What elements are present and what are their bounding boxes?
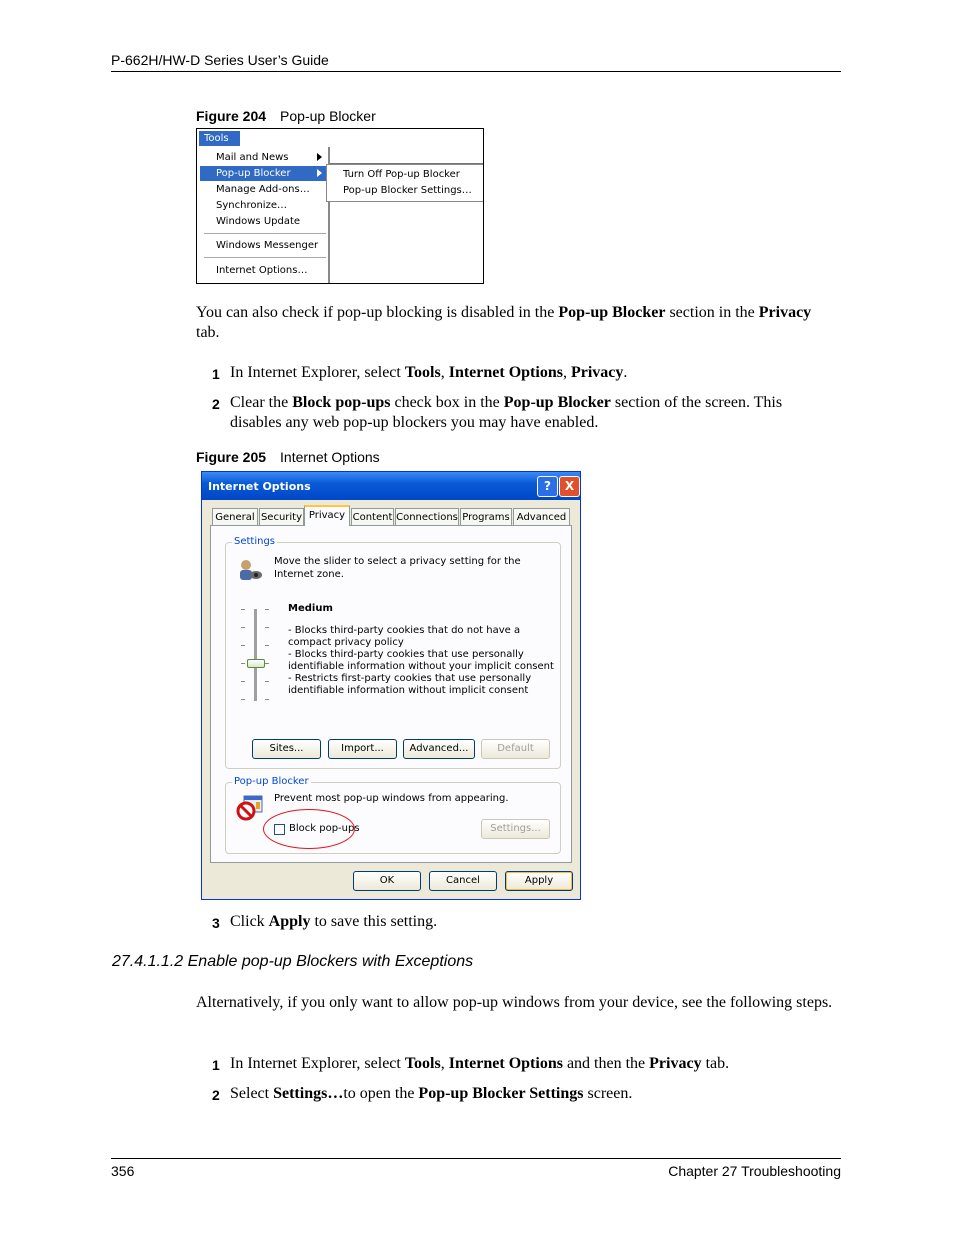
popup-blocker-text: Prevent most pop-up windows from appearing.	[274, 793, 509, 804]
popup-blocker-group-label: Pop-up Blocker	[234, 776, 309, 787]
settings-group	[225, 536, 561, 769]
slider-tick	[241, 609, 245, 610]
privacy-desc-3: - Restricts first-party cookies that use personally identifiable information without implicit consent	[288, 673, 532, 696]
step-3-click-apply: 3 Click Apply to save this setting.	[212, 913, 438, 931]
import-button[interactable]: Import...	[328, 739, 397, 759]
menu-item-synchronize[interactable]: Synchronize…	[216, 200, 287, 211]
default-button[interactable]: Default	[481, 739, 550, 759]
ok-button[interactable]: OK	[353, 871, 421, 891]
chapter-title: Chapter 27 Troubleshooting	[668, 1163, 841, 1179]
figure-205-title: Internet Options	[280, 449, 380, 465]
figure-204-screenshot	[196, 128, 484, 284]
step-1-select-privacy-tab: 1 In Internet Explorer, select Tools, Internet Options and then the Privacy tab.	[212, 1055, 730, 1073]
slider-tick	[241, 627, 245, 628]
menu-item-mail-news[interactable]: Mail and News	[200, 150, 326, 165]
footer-rule	[111, 1158, 841, 1159]
menu-item-popup-blocker[interactable]: Pop-up Blocker	[200, 166, 326, 181]
menu-item-windows-update[interactable]: Windows Update	[216, 216, 301, 227]
slider-tick	[241, 681, 245, 682]
slider-tick	[265, 627, 269, 628]
slider-tick	[265, 699, 269, 700]
menu-item-windows-messenger[interactable]: Windows Messenger	[216, 240, 319, 251]
figure-205-caption	[196, 449, 380, 465]
slider-tick	[241, 645, 245, 646]
paragraph-popup-check: You can also check if pop-up blocking is disabled in the Pop-up Blocker section in the Privacy tab.	[196, 304, 812, 341]
tab-programs[interactable]: Programs	[460, 508, 512, 525]
slider-tick	[265, 609, 269, 610]
menu-separator	[204, 257, 326, 258]
popup-blocker-icon	[236, 795, 264, 821]
figure-204-caption	[196, 108, 376, 124]
privacy-panel	[210, 525, 572, 863]
slider-tick	[265, 663, 269, 664]
privacy-slider-thumb[interactable]	[247, 659, 265, 668]
privacy-desc-2: - Blocks third-party cookies that use personally identifiable information without your implicit consent	[288, 649, 554, 672]
step-1-select-privacy: 1 In Internet Explorer, select Tools, Internet Options, Privacy.	[212, 364, 628, 382]
tab-general[interactable]: General	[212, 508, 258, 525]
tools-menu-title[interactable]: Tools	[199, 131, 240, 146]
internet-options-dialog	[201, 471, 581, 900]
page-number: 356	[111, 1163, 135, 1179]
slider-tick	[241, 663, 245, 664]
cancel-button[interactable]: Cancel	[429, 871, 497, 891]
menu-separator	[204, 233, 326, 234]
menu-item-internet-options[interactable]: Internet Options…	[216, 265, 308, 276]
privacy-person-icon	[236, 557, 262, 583]
block-popups-label: Block pop-ups	[289, 823, 360, 834]
figure-204-label: Figure 204	[196, 108, 267, 124]
tab-security[interactable]: Security	[259, 508, 304, 525]
menu-item-manage-addons[interactable]: Manage Add-ons…	[216, 184, 310, 195]
slider-tick	[241, 699, 245, 700]
settings-instruction: Move the slider to select a privacy setting for the Internet zone.	[274, 556, 521, 580]
close-button[interactable]: X	[559, 476, 580, 497]
tab-privacy[interactable]: Privacy	[304, 505, 350, 526]
sites-button[interactable]: Sites...	[252, 739, 321, 759]
figure-205-label: Figure 205	[196, 449, 267, 465]
settings-group-label: Settings	[234, 536, 276, 547]
header-rule	[111, 71, 841, 72]
privacy-desc-1: - Blocks third-party cookies that do not have a compact privacy policy	[288, 625, 521, 648]
dialog-titlebar	[202, 472, 580, 500]
submenu-arrow-icon	[317, 169, 322, 177]
submenu-item-settings[interactable]: Pop-up Blocker Settings…	[343, 185, 472, 196]
tab-connections[interactable]: Connections	[395, 508, 459, 525]
popup-settings-button[interactable]: Settings...	[481, 819, 550, 839]
running-header: P-662H/HW-D Series User’s Guide	[111, 52, 329, 68]
slider-tick	[265, 645, 269, 646]
slider-tick	[265, 681, 269, 682]
tools-menu	[198, 147, 330, 283]
privacy-slider-track[interactable]	[254, 609, 258, 701]
submenu-item-turn-off[interactable]: Turn Off Pop-up Blocker	[343, 169, 460, 180]
step-2-clear-block: 2 Clear the Block pop-ups check box in the Pop-up Blocker section of the screen. This disables any web pop-up blockers you may have enabled.	[212, 394, 783, 431]
tab-content[interactable]: Content	[351, 508, 394, 525]
section-heading: 27.4.1.1.2 Enable pop-up Blockers with Exceptions	[112, 953, 474, 970]
apply-button[interactable]: Apply	[505, 871, 573, 891]
help-button[interactable]: ?	[537, 476, 558, 497]
advanced-button[interactable]: Advanced...	[403, 739, 475, 759]
tab-advanced[interactable]: Advanced	[513, 508, 570, 525]
highlight-circle	[263, 809, 355, 849]
submenu-arrow-icon	[317, 153, 322, 161]
dialog-title: Internet Options	[208, 480, 311, 493]
figure-204-title: Pop-up Blocker	[280, 108, 376, 124]
paragraph-alternatively: Alternatively, if you only want to allow pop-up windows from your device, see the following steps.	[196, 994, 833, 1011]
popup-blocker-group	[225, 776, 561, 854]
step-2-select-settings: 2 Select Settings…to open the Pop-up Blocker Settings screen.	[212, 1085, 633, 1103]
popup-blocker-submenu	[326, 164, 484, 202]
privacy-level: Medium	[288, 603, 333, 614]
